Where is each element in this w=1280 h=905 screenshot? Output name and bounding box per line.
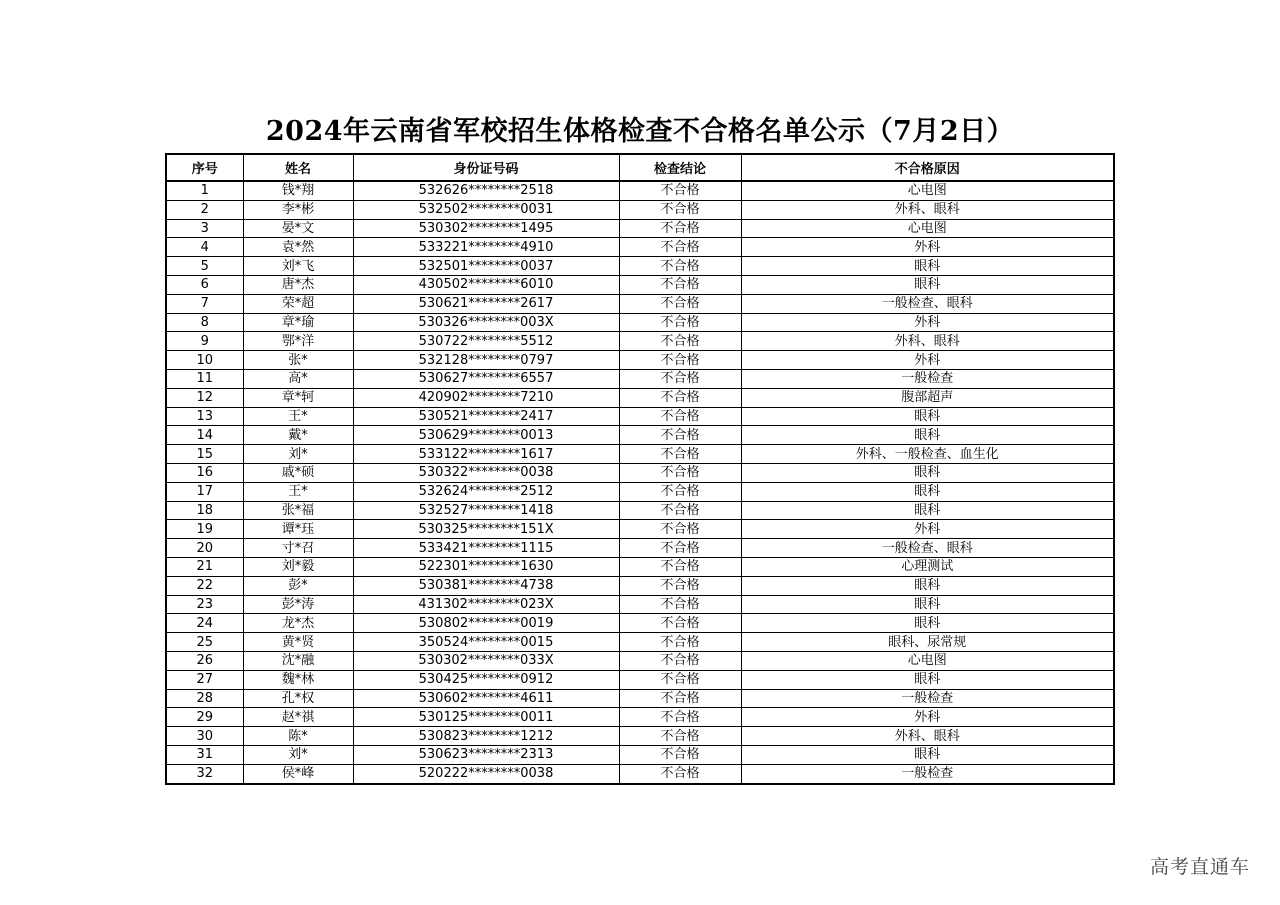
cell-serial: 24: [166, 614, 243, 633]
cell-conclusion: 不合格: [619, 539, 741, 558]
table-row: [166, 369, 1114, 388]
table-row: [166, 727, 1114, 746]
cell-reason: 眼科: [741, 463, 1114, 482]
cell-name: 寸*召: [243, 539, 353, 558]
document-title: 2024年云南省军校招生体格检查不合格名单公示（7月2日）: [265, 116, 1015, 147]
cell-reason: 眼科: [741, 614, 1114, 633]
cell-name: 章*轲: [243, 388, 353, 407]
cell-id-number: 530521********2417: [353, 407, 619, 426]
cell-reason: 外科: [741, 313, 1114, 332]
cell-name: 戚*硕: [243, 463, 353, 482]
table-row: [166, 294, 1114, 313]
cell-reason: 眼科: [741, 745, 1114, 764]
cell-reason: 心电图: [741, 181, 1114, 200]
table-row: [166, 633, 1114, 652]
cell-name: 陈*: [243, 727, 353, 746]
table-row: [166, 501, 1114, 520]
cell-conclusion: 不合格: [619, 576, 741, 595]
cell-name: 钱*翔: [243, 181, 353, 200]
cell-id-number: 530629********0013: [353, 426, 619, 445]
cell-id-number: 431302********023X: [353, 595, 619, 614]
cell-serial: 12: [166, 388, 243, 407]
cell-name: 张*福: [243, 501, 353, 520]
cell-serial: 20: [166, 539, 243, 558]
table-row: [166, 463, 1114, 482]
cell-name: 刘*: [243, 745, 353, 764]
table-row: [166, 426, 1114, 445]
header-name: 姓名: [243, 154, 353, 181]
cell-id-number: 530621********2617: [353, 294, 619, 313]
watermark-text: 高考直通车: [1149, 856, 1250, 878]
cell-conclusion: 不合格: [619, 200, 741, 219]
cell-id-number: 530627********6557: [353, 369, 619, 388]
cell-conclusion: 不合格: [619, 764, 741, 783]
cell-conclusion: 不合格: [619, 501, 741, 520]
cell-id-number: 530425********0912: [353, 670, 619, 689]
cell-reason: 眼科: [741, 482, 1114, 501]
cell-reason: 外科、眼科: [741, 727, 1114, 746]
cell-conclusion: 不合格: [619, 651, 741, 670]
cell-name: 刘*毅: [243, 557, 353, 576]
cell-id-number: 530722********5512: [353, 332, 619, 351]
table-row: [166, 670, 1114, 689]
cell-serial: 29: [166, 708, 243, 727]
cell-serial: 11: [166, 369, 243, 388]
cell-id-number: 532502********0031: [353, 200, 619, 219]
cell-reason: 外科、一般检查、血生化: [741, 445, 1114, 464]
cell-serial: 3: [166, 219, 243, 238]
cell-name: 唐*杰: [243, 275, 353, 294]
cell-name: 章*瑜: [243, 313, 353, 332]
header-reason: 不合格原因: [741, 154, 1114, 181]
cell-reason: 眼科: [741, 426, 1114, 445]
table-row: [166, 313, 1114, 332]
cell-name: 张*: [243, 351, 353, 370]
cell-reason: 外科: [741, 238, 1114, 257]
cell-reason: 一般检查: [741, 369, 1114, 388]
cell-name: 高*: [243, 369, 353, 388]
cell-serial: 27: [166, 670, 243, 689]
cell-serial: 23: [166, 595, 243, 614]
cell-reason: 眼科: [741, 576, 1114, 595]
table-row: [166, 219, 1114, 238]
cell-serial: 15: [166, 445, 243, 464]
cell-conclusion: 不合格: [619, 275, 741, 294]
cell-id-number: 532624********2512: [353, 482, 619, 501]
cell-id-number: 533221********4910: [353, 238, 619, 257]
table-row: [166, 181, 1114, 200]
cell-reason: 外科: [741, 351, 1114, 370]
cell-name: 荣*超: [243, 294, 353, 313]
cell-conclusion: 不合格: [619, 708, 741, 727]
cell-id-number: 530325********151X: [353, 520, 619, 539]
cell-serial: 2: [166, 200, 243, 219]
cell-reason: 眼科: [741, 407, 1114, 426]
cell-reason: 眼科: [741, 670, 1114, 689]
cell-serial: 32: [166, 764, 243, 783]
cell-reason: 眼科: [741, 501, 1114, 520]
cell-id-number: 430502********6010: [353, 275, 619, 294]
cell-name: 彭*: [243, 576, 353, 595]
cell-name: 王*: [243, 407, 353, 426]
cell-conclusion: 不合格: [619, 238, 741, 257]
cell-serial: 16: [166, 463, 243, 482]
cell-name: 龙*杰: [243, 614, 353, 633]
header-id-number: 身份证号码: [353, 154, 619, 181]
cell-reason: 一般检查、眼科: [741, 294, 1114, 313]
cell-name: 刘*飞: [243, 257, 353, 276]
cell-reason: 眼科、尿常规: [741, 633, 1114, 652]
cell-conclusion: 不合格: [619, 595, 741, 614]
cell-name: 赵*祺: [243, 708, 353, 727]
cell-conclusion: 不合格: [619, 520, 741, 539]
cell-conclusion: 不合格: [619, 689, 741, 708]
header-serial: 序号: [166, 154, 243, 181]
cell-reason: 一般检查: [741, 689, 1114, 708]
cell-id-number: 530302********033X: [353, 651, 619, 670]
cell-reason: 心理测试: [741, 557, 1114, 576]
cell-id-number: 530381********4738: [353, 576, 619, 595]
table-row: [166, 614, 1114, 633]
cell-conclusion: 不合格: [619, 181, 741, 200]
cell-serial: 18: [166, 501, 243, 520]
cell-conclusion: 不合格: [619, 294, 741, 313]
cell-serial: 25: [166, 633, 243, 652]
table-row: [166, 651, 1114, 670]
cell-id-number: 530302********1495: [353, 219, 619, 238]
cell-id-number: 520222********0038: [353, 764, 619, 783]
cell-id-number: 532527********1418: [353, 501, 619, 520]
cell-reason: 腹部超声: [741, 388, 1114, 407]
cell-reason: 外科: [741, 520, 1114, 539]
table-row: [166, 257, 1114, 276]
cell-name: 孔*权: [243, 689, 353, 708]
cell-id-number: 532501********0037: [353, 257, 619, 276]
cell-serial: 1: [166, 181, 243, 200]
table-row: [166, 595, 1114, 614]
table-row: [166, 332, 1114, 351]
cell-serial: 9: [166, 332, 243, 351]
cell-id-number: 530322********0038: [353, 463, 619, 482]
table-row: [166, 407, 1114, 426]
cell-conclusion: 不合格: [619, 426, 741, 445]
cell-serial: 13: [166, 407, 243, 426]
cell-conclusion: 不合格: [619, 633, 741, 652]
cell-conclusion: 不合格: [619, 670, 741, 689]
cell-name: 袁*然: [243, 238, 353, 257]
cell-reason: 一般检查、眼科: [741, 539, 1114, 558]
cell-reason: 外科、眼科: [741, 200, 1114, 219]
cell-id-number: 530326********003X: [353, 313, 619, 332]
cell-conclusion: 不合格: [619, 351, 741, 370]
cell-id-number: 530623********2313: [353, 745, 619, 764]
cell-name: 晏*文: [243, 219, 353, 238]
cell-conclusion: 不合格: [619, 332, 741, 351]
cell-name: 侯*峰: [243, 764, 353, 783]
cell-name: 李*彬: [243, 200, 353, 219]
table-row: [166, 708, 1114, 727]
cell-id-number: 533122********1617: [353, 445, 619, 464]
table-row: [166, 238, 1114, 257]
table-row: [166, 539, 1114, 558]
cell-name: 黄*贤: [243, 633, 353, 652]
table-row: [166, 351, 1114, 370]
cell-id-number: 530125********0011: [353, 708, 619, 727]
cell-id-number: 530802********0019: [353, 614, 619, 633]
cell-serial: 30: [166, 727, 243, 746]
cell-serial: 26: [166, 651, 243, 670]
cell-reason: 外科、眼科: [741, 332, 1114, 351]
cell-id-number: 350524********0015: [353, 633, 619, 652]
cell-serial: 17: [166, 482, 243, 501]
cell-conclusion: 不合格: [619, 219, 741, 238]
cell-reason: 眼科: [741, 275, 1114, 294]
table-row: [166, 557, 1114, 576]
cell-conclusion: 不合格: [619, 727, 741, 746]
header-conclusion: 检查结论: [619, 154, 741, 181]
cell-serial: 31: [166, 745, 243, 764]
cell-conclusion: 不合格: [619, 745, 741, 764]
cell-name: 王*: [243, 482, 353, 501]
table-header-row: [166, 154, 1114, 181]
cell-serial: 28: [166, 689, 243, 708]
cell-name: 刘*: [243, 445, 353, 464]
cell-id-number: 533421********1115: [353, 539, 619, 558]
cell-reason: 外科: [741, 708, 1114, 727]
table-row: [166, 764, 1114, 783]
cell-id-number: 530602********4611: [353, 689, 619, 708]
cell-serial: 5: [166, 257, 243, 276]
cell-name: 沈*融: [243, 651, 353, 670]
table-row: [166, 200, 1114, 219]
cell-conclusion: 不合格: [619, 482, 741, 501]
cell-serial: 8: [166, 313, 243, 332]
table-row: [166, 689, 1114, 708]
cell-serial: 4: [166, 238, 243, 257]
cell-serial: 21: [166, 557, 243, 576]
cell-conclusion: 不合格: [619, 445, 741, 464]
cell-id-number: 420902********7210: [353, 388, 619, 407]
cell-reason: 心电图: [741, 219, 1114, 238]
cell-serial: 22: [166, 576, 243, 595]
cell-id-number: 530823********1212: [353, 727, 619, 746]
cell-conclusion: 不合格: [619, 557, 741, 576]
cell-conclusion: 不合格: [619, 369, 741, 388]
table-row: [166, 275, 1114, 294]
cell-reason: 眼科: [741, 257, 1114, 276]
cell-serial: 19: [166, 520, 243, 539]
cell-serial: 14: [166, 426, 243, 445]
cell-name: 谭*珏: [243, 520, 353, 539]
cell-name: 鄂*洋: [243, 332, 353, 351]
cell-name: 戴*: [243, 426, 353, 445]
table-row: [166, 745, 1114, 764]
cell-serial: 7: [166, 294, 243, 313]
cell-serial: 6: [166, 275, 243, 294]
cell-id-number: 532128********0797: [353, 351, 619, 370]
cell-name: 魏*林: [243, 670, 353, 689]
cell-conclusion: 不合格: [619, 407, 741, 426]
table-row: [166, 445, 1114, 464]
cell-conclusion: 不合格: [619, 257, 741, 276]
cell-conclusion: 不合格: [619, 388, 741, 407]
failed-candidates-table: [165, 153, 1115, 785]
cell-reason: 一般检查: [741, 764, 1114, 783]
cell-name: 彭*涛: [243, 595, 353, 614]
cell-conclusion: 不合格: [619, 614, 741, 633]
cell-reason: 心电图: [741, 651, 1114, 670]
table-row: [166, 520, 1114, 539]
cell-id-number: 532626********2518: [353, 181, 619, 200]
cell-reason: 眼科: [741, 595, 1114, 614]
cell-serial: 10: [166, 351, 243, 370]
cell-conclusion: 不合格: [619, 313, 741, 332]
table-row: [166, 482, 1114, 501]
cell-id-number: 522301********1630: [353, 557, 619, 576]
table-body: [166, 181, 1114, 784]
table-row: [166, 388, 1114, 407]
table-row: [166, 576, 1114, 595]
cell-conclusion: 不合格: [619, 463, 741, 482]
